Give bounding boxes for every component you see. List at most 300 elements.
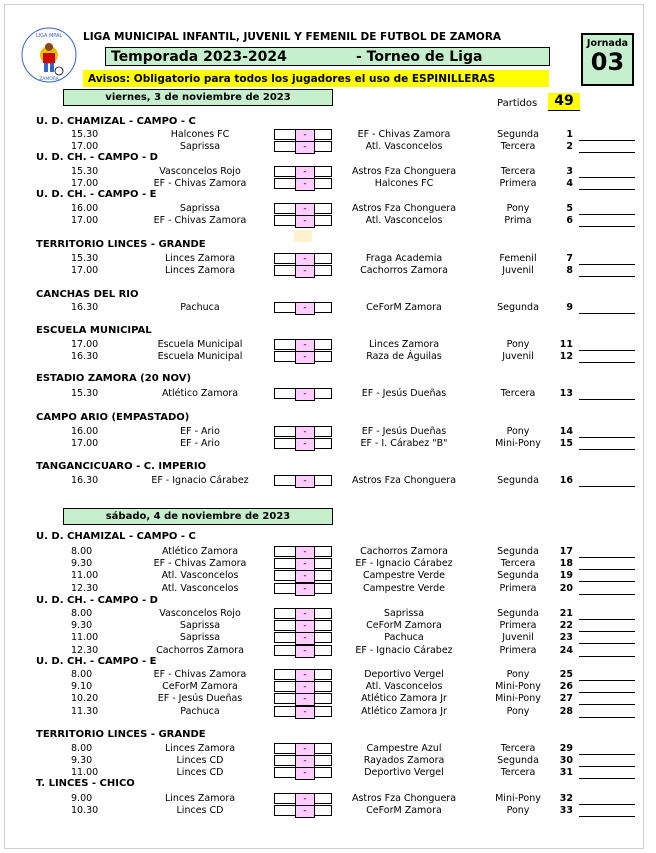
away-team: Atl. Vasconcelos <box>365 681 443 693</box>
home-team: EF - Chivas Zamora <box>153 215 247 227</box>
home-team: Linces CD <box>176 755 224 767</box>
notes-line <box>579 570 635 582</box>
score-separator: - <box>295 632 315 645</box>
match-number: 6 <box>566 215 573 227</box>
notes-line <box>579 351 635 363</box>
score-separator: - <box>295 166 315 179</box>
match-time: 11.00 <box>71 570 99 582</box>
match-row <box>5 129 645 141</box>
home-team: EF - Chivas Zamora <box>153 178 247 190</box>
match-category: Pony <box>506 669 530 680</box>
notes-line <box>579 129 635 141</box>
match-row <box>5 645 645 657</box>
score-separator: - <box>295 743 315 756</box>
score-box <box>274 805 332 816</box>
notes-line <box>579 438 635 450</box>
match-time: 15.30 <box>71 166 99 177</box>
match-time: 12.30 <box>71 582 99 594</box>
match-number: 11 <box>559 339 573 350</box>
match-time: 16.30 <box>71 302 99 313</box>
away-team: Atl. Vasconcelos <box>365 141 443 153</box>
venue-title: U. D. CHAMIZAL - CAMPO - C <box>36 531 196 542</box>
match-row <box>5 793 645 805</box>
home-team: Atl. Vasconcelos <box>161 570 239 582</box>
match-time: 11.30 <box>71 705 99 717</box>
notes-line <box>579 793 635 805</box>
match-category: Tercera <box>500 558 536 570</box>
home-team: Halcones FC <box>170 129 230 140</box>
home-team: EF - Chivas Zamora <box>153 669 247 680</box>
home-team: Linces Zamora <box>164 793 236 804</box>
notes-line <box>579 302 635 314</box>
league-title: LIGA MUNICIPAL INFANTIL, JUVENIL Y FEMENIL DE FUTBOL DE ZAMORA <box>83 31 502 43</box>
score-box <box>274 681 332 692</box>
score-separator: - <box>295 645 315 658</box>
score-separator: - <box>295 475 315 488</box>
score-separator: - <box>295 215 315 228</box>
home-team: EF - Jesús Dueñas <box>157 693 243 705</box>
score-separator: - <box>295 438 315 451</box>
notes-line <box>579 265 635 277</box>
match-category: Mini-Pony <box>495 693 541 705</box>
score-box <box>274 302 332 313</box>
notes-line <box>579 215 635 227</box>
score-box <box>274 583 332 594</box>
match-category: Primera <box>499 644 537 656</box>
match-category: Segunda <box>497 475 539 486</box>
away-team: Cachorros Zamora <box>360 265 448 277</box>
match-category: Segunda <box>497 755 539 767</box>
home-team: CeForM Zamora <box>162 681 238 693</box>
venue-title: ESTADIO ZAMORA (20 NOV) <box>36 373 192 384</box>
svg-text:LIGA MPAL: LIGA MPAL <box>35 33 63 39</box>
home-team: Cachorros Zamora <box>156 644 244 656</box>
match-category: Mini-Pony <box>495 793 541 804</box>
match-number: 29 <box>559 743 573 754</box>
away-team: Pachuca <box>384 632 424 644</box>
match-number: 4 <box>566 178 573 190</box>
score-box <box>274 475 332 486</box>
notes-line <box>579 546 635 558</box>
score-separator: - <box>295 141 315 154</box>
venue-title: CAMPO ARIO (EMPASTADO) <box>36 412 190 423</box>
notes-line <box>579 645 635 657</box>
score-box <box>274 755 332 766</box>
match-category: Mini-Pony <box>495 681 541 693</box>
score-box <box>274 767 332 778</box>
score-box <box>274 570 332 581</box>
match-row <box>5 166 645 178</box>
match-time: 16.30 <box>71 475 99 486</box>
score-box <box>274 645 332 656</box>
match-category: Mini-Pony <box>495 438 541 450</box>
match-row <box>5 669 645 681</box>
match-row <box>5 203 645 215</box>
home-team: Vasconcelos Rojo <box>159 608 241 619</box>
notes-line <box>579 755 635 767</box>
highlight-cell <box>294 230 312 242</box>
home-team: EF - Ignacio Cárabez <box>151 475 249 486</box>
league-logo-icon <box>19 25 79 85</box>
match-number: 1 <box>566 129 573 140</box>
match-time: 12.30 <box>71 644 99 656</box>
score-box <box>274 620 332 631</box>
match-row <box>5 339 645 351</box>
match-time: 17.00 <box>71 438 99 450</box>
match-category: Prima <box>504 215 532 227</box>
home-team: EF - Chivas Zamora <box>153 558 247 570</box>
home-team: Pachuca <box>180 705 220 717</box>
notes-line <box>579 388 635 400</box>
match-row <box>5 743 645 755</box>
match-row <box>5 438 645 450</box>
notes-line <box>579 681 635 693</box>
match-number: 13 <box>559 388 573 399</box>
match-time: 8.00 <box>71 546 93 557</box>
score-separator: - <box>295 302 315 315</box>
match-row <box>5 475 645 487</box>
tournament-label: - Torneo de Liga <box>356 48 483 65</box>
score-separator: - <box>295 558 315 571</box>
home-team: Saprissa <box>179 620 221 632</box>
match-number: 18 <box>559 558 573 570</box>
match-category: Tercera <box>500 166 536 177</box>
away-team: Astros Fza Chonguera <box>351 475 457 486</box>
score-box <box>274 129 332 140</box>
match-category: Pony <box>506 203 530 214</box>
home-team: Escuela Municipal <box>157 351 243 363</box>
away-team: EF - I. Cárabez "B" <box>360 438 448 450</box>
away-team: EF - Jesús Dueñas <box>361 388 447 399</box>
away-team: Astros Fza Chonguera <box>351 793 457 804</box>
away-team: Astros Fza Chonguera <box>351 166 457 177</box>
match-time: 15.30 <box>71 253 99 264</box>
match-category: Segunda <box>497 608 539 619</box>
away-team: Deportivo Vergel <box>364 767 444 779</box>
match-number: 25 <box>559 669 573 680</box>
match-time: 9.10 <box>71 681 93 693</box>
match-number: 23 <box>559 632 573 644</box>
notes-line <box>579 339 635 351</box>
score-box <box>274 166 332 177</box>
match-row <box>5 253 645 265</box>
match-category: Pony <box>506 426 530 437</box>
match-row <box>5 265 645 277</box>
venue-title: U. D. CHAMIZAL - CAMPO - C <box>36 116 196 127</box>
venue-title: TERRITORIO LINCES - GRANDE <box>36 239 206 250</box>
venue-title: U. D. CH. - CAMPO - D <box>36 595 158 606</box>
score-box <box>274 669 332 680</box>
score-separator: - <box>295 426 315 439</box>
match-number: 7 <box>566 253 573 264</box>
notes-line <box>579 475 635 487</box>
match-number: 15 <box>559 438 573 450</box>
match-category: Primera <box>499 178 537 190</box>
notes-line <box>579 693 635 705</box>
home-team: Escuela Municipal <box>157 339 243 350</box>
match-number: 8 <box>566 265 573 277</box>
home-team: Vasconcelos Rojo <box>159 166 241 177</box>
score-separator: - <box>295 681 315 694</box>
away-team: Campestre Verde <box>362 570 446 582</box>
jornada-box <box>581 33 634 86</box>
score-box <box>274 706 332 717</box>
day-header: viernes, 3 de noviembre de 2023 <box>63 89 333 106</box>
match-time: 16.00 <box>71 203 99 214</box>
score-box <box>274 388 332 399</box>
score-box <box>274 351 332 362</box>
match-time: 16.30 <box>71 351 99 363</box>
score-box <box>274 632 332 643</box>
home-team: Linces Zamora <box>164 265 236 277</box>
match-number: 26 <box>559 681 573 693</box>
match-category: Primera <box>499 620 537 632</box>
home-team: Atlético Zamora <box>161 546 239 557</box>
score-box <box>274 265 332 276</box>
match-time: 17.00 <box>71 178 99 190</box>
score-separator: - <box>295 583 315 596</box>
notes-line <box>579 767 635 779</box>
score-separator: - <box>295 793 315 806</box>
svg-text:ZAMORA: ZAMORA <box>39 77 59 82</box>
score-box <box>274 693 332 704</box>
away-team: Saprissa <box>383 608 425 619</box>
match-category: Tercera <box>500 743 536 754</box>
venue-title: U. D. CH. - CAMPO - E <box>36 189 157 200</box>
venue-title: TERRITORIO LINCES - GRANDE <box>36 729 206 740</box>
away-team: EF - Chivas Zamora <box>357 129 451 140</box>
away-team: Campestre Azul <box>366 743 442 754</box>
match-number: 5 <box>566 203 573 214</box>
away-team: Cachorros Zamora <box>360 546 448 557</box>
home-team: Pachuca <box>180 302 220 313</box>
home-team: Atl. Vasconcelos <box>161 582 239 594</box>
score-box <box>274 178 332 189</box>
partidos-count: 49 <box>548 93 580 111</box>
venue-title: U. D. CH. - CAMPO - D <box>36 152 158 163</box>
match-number: 30 <box>559 755 573 767</box>
score-separator: - <box>295 253 315 266</box>
score-box <box>274 426 332 437</box>
notes-line <box>579 608 635 620</box>
match-category: Juvenil <box>502 265 534 277</box>
match-row <box>5 706 645 718</box>
match-time: 17.00 <box>71 141 99 153</box>
notes-line <box>579 426 635 438</box>
match-time: 10.20 <box>71 693 99 705</box>
match-number: 19 <box>559 570 573 582</box>
match-number: 12 <box>559 351 573 363</box>
away-team: Campestre Verde <box>362 582 446 594</box>
match-time: 8.00 <box>71 608 93 619</box>
score-box <box>274 215 332 226</box>
away-team: Linces Zamora <box>368 339 440 350</box>
score-separator: - <box>295 805 315 818</box>
notes-line <box>579 743 635 755</box>
match-time: 9.00 <box>71 793 93 804</box>
match-row <box>5 583 645 595</box>
notes-line <box>579 805 635 817</box>
match-time: 8.00 <box>71 669 93 680</box>
match-number: 33 <box>559 805 573 817</box>
venue-title: T. LINCES - CHICO <box>36 778 135 789</box>
match-category: Tercera <box>500 767 536 779</box>
away-team: Astros Fza Chonguera <box>351 203 457 214</box>
match-number: 21 <box>559 608 573 619</box>
match-time: 17.00 <box>71 215 99 227</box>
match-time: 17.00 <box>71 265 99 277</box>
match-time: 15.30 <box>71 129 99 140</box>
match-time: 9.30 <box>71 755 93 767</box>
notes-line <box>579 178 635 190</box>
score-separator: - <box>295 546 315 559</box>
match-category: Segunda <box>497 302 539 313</box>
match-category: Juvenil <box>502 632 534 644</box>
match-category: Pony <box>506 339 530 350</box>
match-time: 9.30 <box>71 620 93 632</box>
match-number: 24 <box>559 644 573 656</box>
home-team: Atlético Zamora <box>161 388 239 399</box>
match-time: 10.30 <box>71 805 99 817</box>
match-number: 20 <box>559 582 573 594</box>
match-number: 31 <box>559 767 573 779</box>
match-number: 27 <box>559 693 573 705</box>
score-separator: - <box>295 203 315 216</box>
score-box <box>274 546 332 557</box>
score-box <box>274 253 332 264</box>
home-team: Linces Zamora <box>164 743 236 754</box>
notes-line <box>579 253 635 265</box>
away-team: CeForM Zamora <box>366 302 442 313</box>
match-row <box>5 570 645 582</box>
score-separator: - <box>295 388 315 401</box>
score-box <box>274 793 332 804</box>
match-number: 14 <box>559 426 573 437</box>
match-number: 3 <box>566 166 573 177</box>
score-box <box>274 141 332 152</box>
match-category: Primera <box>499 582 537 594</box>
score-separator: - <box>295 755 315 768</box>
score-box <box>274 743 332 754</box>
match-row <box>5 351 645 363</box>
score-separator: - <box>295 608 315 621</box>
schedule-page <box>4 4 644 849</box>
partidos-label: Partidos <box>497 98 538 109</box>
match-number: 32 <box>559 793 573 804</box>
home-team: Linces Zamora <box>164 253 236 264</box>
match-row <box>5 388 645 400</box>
home-team: Linces CD <box>176 767 224 779</box>
venue-title: U. D. CH. - CAMPO - E <box>36 656 157 667</box>
away-team: CeForM Zamora <box>366 805 442 817</box>
match-category: Segunda <box>497 546 539 557</box>
match-row <box>5 681 645 693</box>
score-box <box>274 438 332 449</box>
score-separator: - <box>295 351 315 364</box>
match-row <box>5 805 645 817</box>
notes-line <box>579 620 635 632</box>
venue-title: CANCHAS DEL RIO <box>36 289 139 300</box>
match-time: 11.00 <box>71 632 99 644</box>
notes-line <box>579 669 635 681</box>
home-team: Saprissa <box>179 632 221 644</box>
notice-banner: Avisos: Obligatorio para todos los jugadores el uso de ESPINILLERAS <box>83 70 549 87</box>
match-category: Femenil <box>499 253 537 264</box>
match-category: Segunda <box>497 129 539 140</box>
season-label: Temporada 2023-2024 <box>111 48 287 65</box>
score-separator: - <box>295 129 315 142</box>
match-time: 9.30 <box>71 558 93 570</box>
home-team: EF - Ario <box>180 438 220 450</box>
match-number: 17 <box>559 546 573 557</box>
match-number: 9 <box>566 302 573 313</box>
match-category: Tercera <box>500 388 536 399</box>
match-number: 22 <box>559 620 573 632</box>
notes-line <box>579 203 635 215</box>
season-banner <box>105 47 550 66</box>
score-box <box>274 558 332 569</box>
away-team: Raza de Águilas <box>366 351 442 363</box>
match-time: 15.30 <box>71 388 99 399</box>
jornada-number: 03 <box>590 48 625 76</box>
venue-title: ESCUELA MUNICIPAL <box>36 325 152 336</box>
match-time: 11.00 <box>71 767 99 779</box>
score-separator: - <box>295 339 315 352</box>
score-separator: - <box>295 620 315 633</box>
venue-title: TANGANCICUARO - C. IMPERIO <box>36 461 207 472</box>
notes-line <box>579 558 635 570</box>
match-number: 2 <box>566 141 573 153</box>
match-row <box>5 693 645 705</box>
match-category: Tercera <box>500 141 536 153</box>
match-category: Pony <box>506 805 530 817</box>
match-category: Segunda <box>497 570 539 582</box>
match-number: 16 <box>559 475 573 486</box>
score-separator: - <box>295 767 315 780</box>
match-category: Pony <box>506 705 530 717</box>
score-box <box>274 608 332 619</box>
score-separator: - <box>295 178 315 191</box>
jornada-label: Jornada <box>586 38 629 49</box>
match-row <box>5 608 645 620</box>
notes-line <box>579 166 635 178</box>
score-separator: - <box>295 706 315 719</box>
score-box <box>274 339 332 350</box>
score-separator: - <box>295 265 315 278</box>
match-row <box>5 426 645 438</box>
away-team: EF - Ignacio Cárabez <box>355 558 453 570</box>
match-row <box>5 755 645 767</box>
home-team: EF - Ario <box>180 426 220 437</box>
notes-line <box>579 706 635 718</box>
away-team: Rayados Zamora <box>363 755 445 767</box>
match-category: Juvenil <box>502 351 534 363</box>
away-team: CeForM Zamora <box>366 620 442 632</box>
away-team: EF - Ignacio Cárabez <box>355 644 453 656</box>
away-team: Atlético Zamora Jr <box>361 705 447 717</box>
notes-line <box>579 141 635 153</box>
match-time: 17.00 <box>71 339 99 350</box>
score-separator: - <box>295 693 315 706</box>
day-header: sábado, 4 de noviembre de 2023 <box>63 508 333 525</box>
notes-line <box>579 583 635 595</box>
match-row <box>5 558 645 570</box>
away-team: Atlético Zamora Jr <box>361 693 447 705</box>
match-row <box>5 302 645 314</box>
home-team: Linces CD <box>176 805 224 817</box>
notes-line <box>579 632 635 644</box>
match-number: 28 <box>559 705 573 717</box>
